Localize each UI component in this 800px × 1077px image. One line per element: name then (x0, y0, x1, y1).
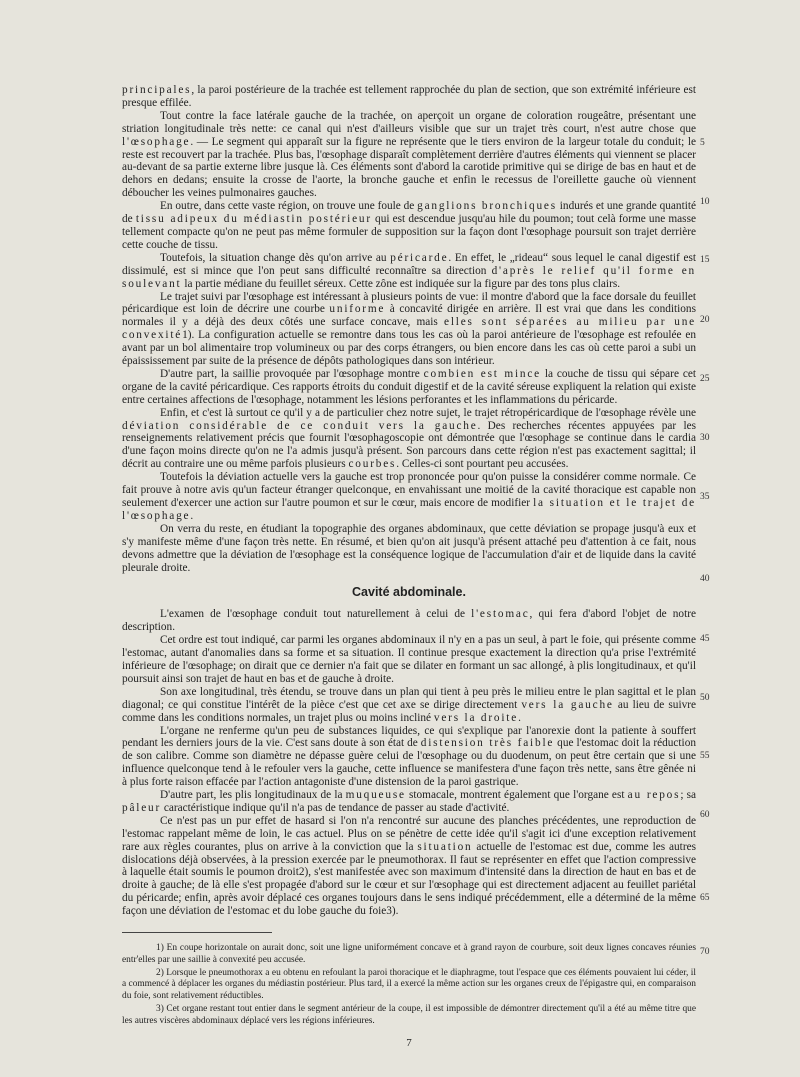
text-run: à concavité dirigée en arrière. Il est vrai que dans les conditions normales il y a déjà des deux côtés une surface concave, mais (122, 303, 696, 329)
paragraph (122, 407, 696, 472)
paragraph (122, 471, 696, 523)
paragraph (122, 252, 696, 291)
line-number: 60 (700, 810, 710, 820)
paragraph: On verra du reste, en étudiant la topographie des organes abdominaux, que cette déviation se propage jusqu'à eux et s'y manifeste même d'une façon très nette. En résumé, et bien qu'on ait jusqu'à présent attaché peu d'attention à ce fait, nous devons admettre que la déviation de l'œsophage est la conséquence logique de l'accumulation d'air et de liquide dans la cavité pleurale droite. (122, 522, 696, 574)
paragraph (122, 789, 696, 815)
text-run: indurés et une grande quantité de (122, 200, 697, 226)
text-run: Toutefois, la situation change dès qu'on arrive au (160, 251, 391, 264)
text-run: L'organe ne renferme qu'un peu de substances liquides, ce qui s'explique par l'anorexie dont la patiente à souffert pendant les derniers jours de la vie. C'est sans doute à son état de (122, 724, 696, 750)
text-run: . Celles-ci sont pourtant peu accusées. (396, 458, 569, 471)
text-run: 1). La configuration actuelle se remontre dans tous les cas où la paroi antérieure de l'œsophage est refoulée en avant par un bol alimentaire trop volumineux ou par des corps étrangers, ou bien encore dans les cas où cette paroi a subi un épaississement par suite de la présence de dépôts pathologiques dans son intérieur. (122, 329, 696, 368)
emphasis: d'après le relief qu'il forme en soulevant (122, 264, 696, 290)
text-run: qui est descendue jusqu'au hile du poumon; tout celà forme une masse tellement compacte qu'on ne peut pas même formuler de supposition sur la façon dont l'œsophage poursuit son trajet derrière cette couche de tissu. (122, 213, 696, 251)
footnote: 1) En coupe horizontale on aurait donc, soit une ligne uniformément concave et à grand rayon de courbure, soit deux lignes concaves réunies entr'elles par une saillie à convexité peu accusée. (122, 943, 696, 965)
text-run: Le trajet suivi par l'œsophage est intéressant à plusieurs points de vue: il montre d'abord que la face dorsale du feuillet péricardique est loin de décrire une courbe (122, 290, 696, 316)
emphasis: péricarde (390, 251, 449, 264)
paragraph (122, 200, 696, 252)
emphasis: ganglions bronchiques (417, 200, 557, 213)
line-number: 5 (700, 138, 705, 148)
text-run: Toutefois la déviation actuelle vers la gauche est trop prononcée pour qu'on puisse la considérer comme normale. Ce fait prouve à notre avis qu'un facteur étranger quelconque, en envahissant une moitié de la cavité thoracique est capable non seulement d'exercer une action sur l'autre poumon et sur le cœur, mais encore de modifier (122, 471, 696, 509)
footnotes (122, 943, 696, 1027)
text-run: L'examen de l'œsophage conduit tout naturellement à celui de (160, 608, 472, 621)
emphasis: pâleur (122, 801, 162, 814)
line-number: 30 (700, 433, 710, 443)
emphasis: uniforme (329, 303, 386, 316)
emphasis: tissu adipeux du médiastin postérieur (135, 213, 372, 226)
line-number: 70 (700, 947, 710, 957)
page-number: 7 (406, 1036, 412, 1049)
line-number: 65 (700, 893, 710, 903)
text-run: . (518, 711, 521, 724)
text-run: ; sa (680, 789, 697, 802)
text-run: la partie médiane du feuillet séreux. Cette zône est indiquée sur la figure par des tons plus clairs. (181, 277, 621, 290)
paragraph (122, 815, 696, 918)
text-run: Enfin, et c'est là surtout ce qu'il y a de particulier chez notre sujet, le trajet rétropéricardique de l'œsophage révèle une (160, 406, 696, 419)
paragraph (122, 686, 696, 725)
text-run: . (190, 509, 194, 522)
paragraph (122, 84, 696, 110)
emphasis: au repos (627, 789, 681, 802)
text-run: Tout contre la face latérale gauche de la trachée, on aperçoit un organe de coloration rougeâtre, présentant une striation longitudinale très nette: ce canal qui n'est d'ailleurs visible que sur un trajet très court, n'est autre chose que (122, 109, 696, 135)
emphasis: l'estomac (471, 608, 530, 621)
emphasis: courbes (348, 458, 397, 471)
line-number: 35 (700, 492, 710, 502)
paragraph (122, 368, 696, 407)
paragraph: Cet ordre est tout indiqué, car parmi les organes abdominaux il n'y en a pas un seul, à part le foie, qui présente comme l'estomac, autant d'anomalies dans sa forme et sa situation. Il continue presque exactement la direction qu'a prise l'extrémité inférieure de l'œsophage; on dirait que ce dernier n'a fait que se dilater en formant un sac allongé, à plis longitudinaux, et qu'il poursuit ainsi son trajet de haut en bas et de gauche à droite. (122, 634, 696, 685)
line-number: 20 (700, 315, 710, 325)
paragraph (122, 110, 696, 200)
footnote-rule (122, 932, 272, 933)
text-run: la couche de tissu qui sépare cet organe de la cavité péricardique. Ces rapports étroits du conduit digestif et de la cavité séreuse expliquent la relation qui existe entre certaines affections de l'œsophage, notamment les lésions perforantes et les inflammations du péricarde. (122, 367, 696, 406)
paragraph (122, 725, 696, 790)
body-text (122, 84, 696, 1050)
line-number: 45 (700, 634, 710, 644)
emphasis: l'œsophage (122, 135, 191, 148)
footnote: 3) Cet organe restant tout entier dans le segment antérieur de la coupe, il est impossible de démontrer directement qu'il a été au même titre que les autres viscères abdominaux déplacé vers les régions inférieures. (122, 1004, 696, 1026)
emphasis: vers la gauche (521, 698, 614, 711)
section-heading: Cavité abdominale. (352, 585, 466, 600)
paragraph (122, 291, 696, 368)
emphasis: vers la droite (433, 711, 519, 724)
emphasis: combien est mince (423, 367, 541, 380)
text-run: Son axe longitudinal, très étendu, se trouve dans un plan qui tient à peu près le milieu entre le plan sagittal et le plan diagonal; ce qui constitue l'intérêt de la pièce c'est que cet axe se dirige directement (122, 685, 696, 711)
emphasis: situation (417, 840, 473, 853)
emphasis: déviation considérable de ce conduit vers la gauche (122, 419, 478, 432)
text-run: . — Le segment qui apparaît sur la figure ne représente que le tiers environ de la largeur totale du conduit; le reste est recouvert par la trachée. Plus bas, l'œsophage disparaît complètement derrière d'autres éléments qui viennent se placer au-devant de sa partie externe libre jusque là. Ces éléments sont d'abord la carotide primitive qui se dirige de bas en haut et de dehors en dedans; ensuite la crosse de l'aorte, la bronche gauche et enfin le recessus de l'oreillette gauche où viennent déboucher les veines pulmonaires gauches. (122, 135, 696, 200)
text-run: En outre, dans cette vaste région, on trouve une foule de (160, 200, 418, 213)
text-run: , qui fera d'abord l'objet de notre description. (122, 608, 696, 634)
line-number: 25 (700, 374, 710, 384)
footnote: 2) Lorsque le pneumothorax a eu obtenu en refoulant la paroi thoracique et le diaphragme, tout l'espace que ces éléments pouvaient lui céder, il a commencé à déplacer les organes du médiastin postérieur. Plus tard, il a exercé la même action sur les organes creux de l'épigastre qui, en comparaison du foie, sont relativement réductibles. (122, 967, 696, 1001)
text-run: D'autre part, les plis longitudinaux de la (160, 789, 346, 802)
text-run: que l'estomac doit la réduction de son calibre. Comme son diamètre ne dépasse guère celui de l'œsophage ou du duodenum, on peut être certain que si une influence quelconque tend à le refouler vers la gauche, cette influence se manifestera d'une façon très nette, sans être gênée ni à plus forte raison effacée par l'action antagoniste d'une distension de la paroi gastrique. (122, 737, 696, 789)
line-number: 40 (700, 574, 710, 584)
emphasis: principales (122, 84, 192, 96)
text-run: actuelle de l'estomac est due, comme les autres dislocations déjà observées, à la pression exercée par le pneumothorax. Il faut se représenter en effet que l'action compressive à laquelle était soumis le poumon droit2), s'est manifestée avec son maximum d'intensité dans la direction de haut en bas et de droite à gauche; de là elle s'est propagée d'abord sur le cœur et sur l'œsophage qui est directement adjacent au feuillet pariétal du péricarde; enfin, après avoir déplacé ces organes toujours dans le sens indiqué précédemment, elle a déterminé de la même façon une déviation de l'estomac et du lobe gauche du foie3). (122, 840, 696, 918)
text-run: stomacale, montrent également que l'organe est (405, 789, 628, 802)
emphasis: distension très faible (420, 737, 555, 750)
text-run: D'autre part, la saillie provoquée par l'œsophage montre (160, 367, 424, 380)
text-run: caractéristique indique qu'il n'a pas de tendance de passer au stade d'activité. (161, 801, 510, 814)
text-run: . Des recherches récentes appuyées par les renseignements relativement précis que fournit l'œsophagoscopie ont démontrée que l'œsophage se continue dans le cardia d'une façon moins directe qu'on ne l'a admis jusqu'à présent. Son parcours dans cette région n'est pas exactement sagittal; il décrit au contraire une ou même parfois plusieurs (122, 419, 696, 471)
line-number: 10 (700, 197, 710, 207)
text-run: Ce n'est pas un pur effet de hasard si l'on n'a rencontré sur aucune des planches précédentes, une reproduction de l'estomac rappelant même de loin, le cas actuel. Plus on se pénètre de cette idée qu'il s'agit ici d'une exception relativement rare aux règles courantes, plus on arrive à la conviction que la (122, 814, 696, 853)
emphasis: la situation et le trajet de l'œsophage (122, 497, 696, 522)
text-run: , la paroi postérieure de la trachée est tellement rapprochée du plan de section, que son extrémité inférieure est presque effilée. (122, 84, 696, 109)
text-run: au lieu de suivre comme dans les conditions normales, un trajet plus ou moins incliné (122, 698, 697, 724)
emphasis: muqueuse (345, 789, 406, 802)
emphasis: elles sont séparées au milieu par une convexité (122, 316, 696, 342)
line-number: 15 (700, 255, 710, 265)
line-number: 50 (700, 693, 710, 703)
paragraph (122, 608, 696, 634)
text-run: . En effet, le „rideau“ sous lequel le canal digestif est dissimulé, est si mince que l'on peut sans difficulté reconnaître sa direction (122, 251, 696, 277)
line-number: 55 (700, 751, 710, 761)
